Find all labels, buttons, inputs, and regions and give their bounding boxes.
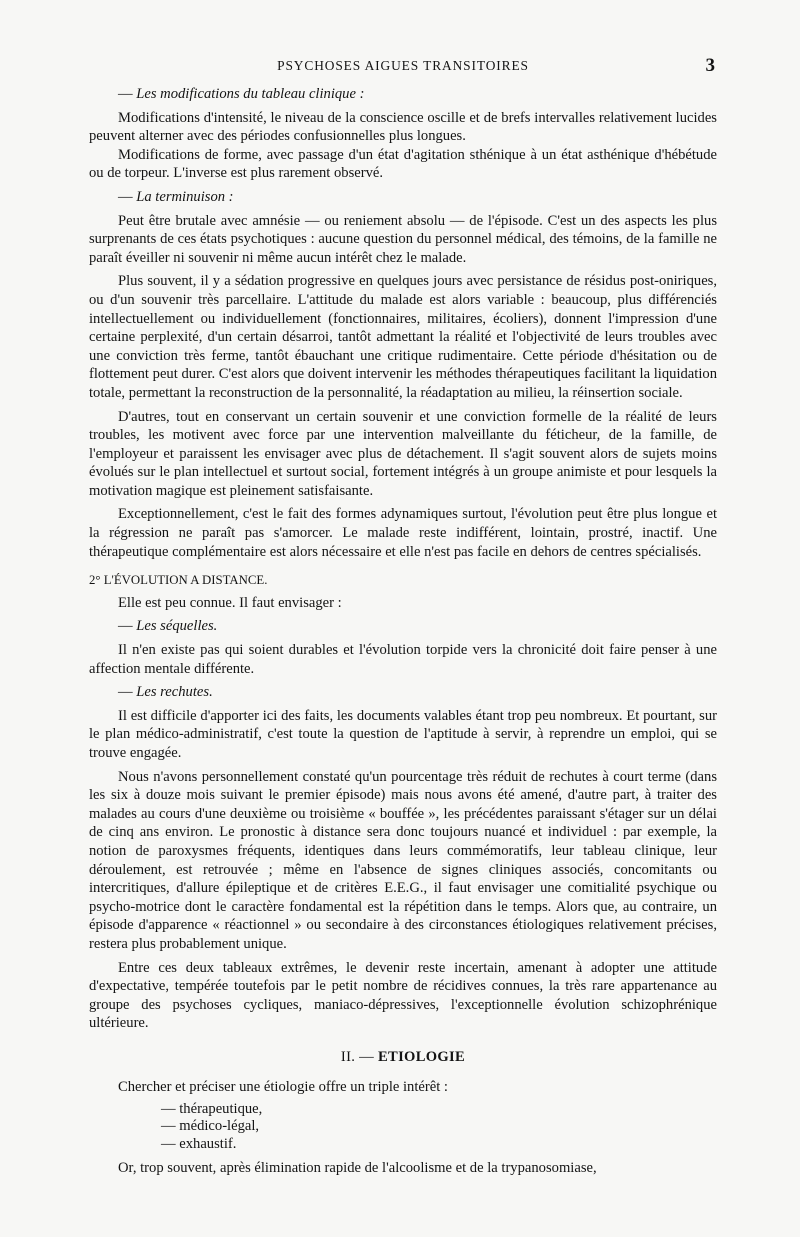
subsection-heading-modifications [89,85,717,104]
page-number: 3 [705,55,715,76]
paragraph-13: Or, trop souvent, après élimination rapide de l'alcoolisme et de la trypanosomiase, [118,1160,597,1177]
section-title: ETIOLOGIE [378,1048,466,1065]
heading-dash: — [118,618,137,635]
heading-dash: — [118,684,137,701]
paragraph-11: Entre ces deux tableaux extrêmes, le devenir reste incertain, amenant à adopter une attitude d'expectative, tempérée toutefois par le petit nombre de récidives connues, la très rare appartenance au groupe des psychoses cycliques, maniaco-dépressives, l'exceptionnelle évolution schizophrénique ultérieure. [89,959,717,1032]
heading-dash: — [118,188,137,205]
paragraph-6: Exceptionnellement, c'est le fait des formes adynamiques surtout, l'évolution peut être plus longue et la régression ne paraît pas s'amorcer. Le malade reste indifférent, lointain, prostré, inactif. Une thérapeutique complémentaire est alors nécessaire et elle n'est pas facile en dehors de centres spécialisés. [89,506,717,560]
subsection-heading-rechutes [89,683,717,702]
paragraph-10: Nous n'avons personnellement constaté qu'un pourcentage très réduit de rechutes à court terme (dans les six à douze mois suivant le premier épisode) mais nous avons été amené, d'autre part, à traiter des malades au cours d'une deuxième ou troisième « bouffée », les précédentes paraissant s'étager sur un délai de cinq ans environ. Le pronostic à distance sera donc toujours nuancé et individuel : par exemple, la notion de paroxysmes fréquents, identiques dans leurs commémoratifs, leur tableau clinique, leur déroulement, est retrouvée ; même en l'absence de signes cliniques associés, concomitants ou intercritiques, d'allure épileptique et de critères E.E.G., il faut envisager une comitialité psychique ou psycho-motrice dont le caractère fondamental est la répétition dans le temps. Alors que, au contraire, un épisode d'apparence « réactionnel » ou secondaire à des circonstances étiologiques relativement précises, restera plus probablement unique. [89,768,717,952]
paragraph-3: Peut être brutale avec amnésie — ou reniement absolu — de l'épisode. C'est un des aspects les plus surprenants de ces états psychotiques : aucune question du personnel médical, des témoins, de la famille ne paraît éveiller ni souvenir ni même aucun intérêt chez le malade. [89,212,717,266]
paragraph-1: Modifications d'intensité, le niveau de la conscience oscille et de brefs intervalles relativement lucides peuvent alterner avec des périodes confusionnelles plus longues. [89,109,717,145]
evolution-distance-heading: 2° L'ÉVOLUTION A DISTANCE. [89,573,268,588]
subsection-heading-terminaison [89,188,717,207]
paragraph-12: Chercher et préciser une étiologie offre un triple intérêt : [118,1078,448,1095]
subsection-heading-sequelles [89,617,717,636]
paragraph-8: Il n'en existe pas qui soient durables et l'évolution torpide vers la chronicité doit faire penser à une affection mentale différente. [89,642,717,677]
paragraph-2: Modifications de forme, avec passage d'un état d'agitation sthénique à un état asthénique d'hébétude ou de torpeur. L'inverse est plus rarement observé. [89,146,717,182]
section-number: II. — [340,1048,375,1065]
section-heading-etiologie [89,1049,717,1066]
heading-dash: — [118,86,137,102]
running-title: PSYCHOSES AIGUES TRANSITOIRES [277,58,529,73]
heading-text: Les séquelles. [136,618,218,635]
paragraph-5: D'autres, tout en conservant un certain souvenir et une conviction formelle de la réalité de leurs troubles, les motivent avec force par une intervention malveillante du féticheur, de la famille, de l'employeur et paraissent les envisager avec plus de détachement. Il s'agit souvent alors de sujets moins évolués sur le plan intellectuel et surtout social, fortement intégrés à un groupe animiste et pour lesquels la motivation magique est pleinement satisfaisante. [89,408,717,499]
paragraph-4: Plus souvent, il y a sédation progressive en quelques jours avec persistance de résidus post-oniriques, ou d'un souvenir très parcellaire. L'attitude du malade est alors variable : beaucoup, plus différenciés intellectuellement ou individuellement (fonctionnaires, militaires, écoliers), donnent l'impression d'une certaine perplexité, d'un certain désarroi, tantôt admettant la réalité et l'objectivité de leurs troubles avec une conviction très ferme, tantôt ébauchant une critique rudimentaire. Cette période d'hésitation ou de flottement peut durer. C'est alors que doivent intervenir les méthodes thérapeutiques facilitant la liquidation totale, permettant la reconstruction de la personnalité, la réadaptation au milieu, la réinsertion sociale. [89,273,717,401]
paragraph-9: Il est difficile d'apporter ici des faits, les documents valables étant trop peu nombreux. Et pourtant, sur le plan médico-administratif, c'est toute la question de l'aptitude à servir, à reprendre un emploi, qui se trouve engagée. [89,707,717,761]
list-item: — thérapeutique, [161,1100,263,1117]
paragraph-7: Elle est peu connue. Il faut envisager : [118,594,342,611]
running-header [89,56,717,76]
heading-text: Les rechutes. [136,684,213,701]
heading-text: La terminuison : [136,188,234,205]
heading-text: Les modifications du tableau clinique : [136,86,365,102]
list-item: — exhaustif. [161,1135,237,1152]
interest-list [89,1101,717,1154]
list-item: — médico-légal, [161,1118,260,1135]
